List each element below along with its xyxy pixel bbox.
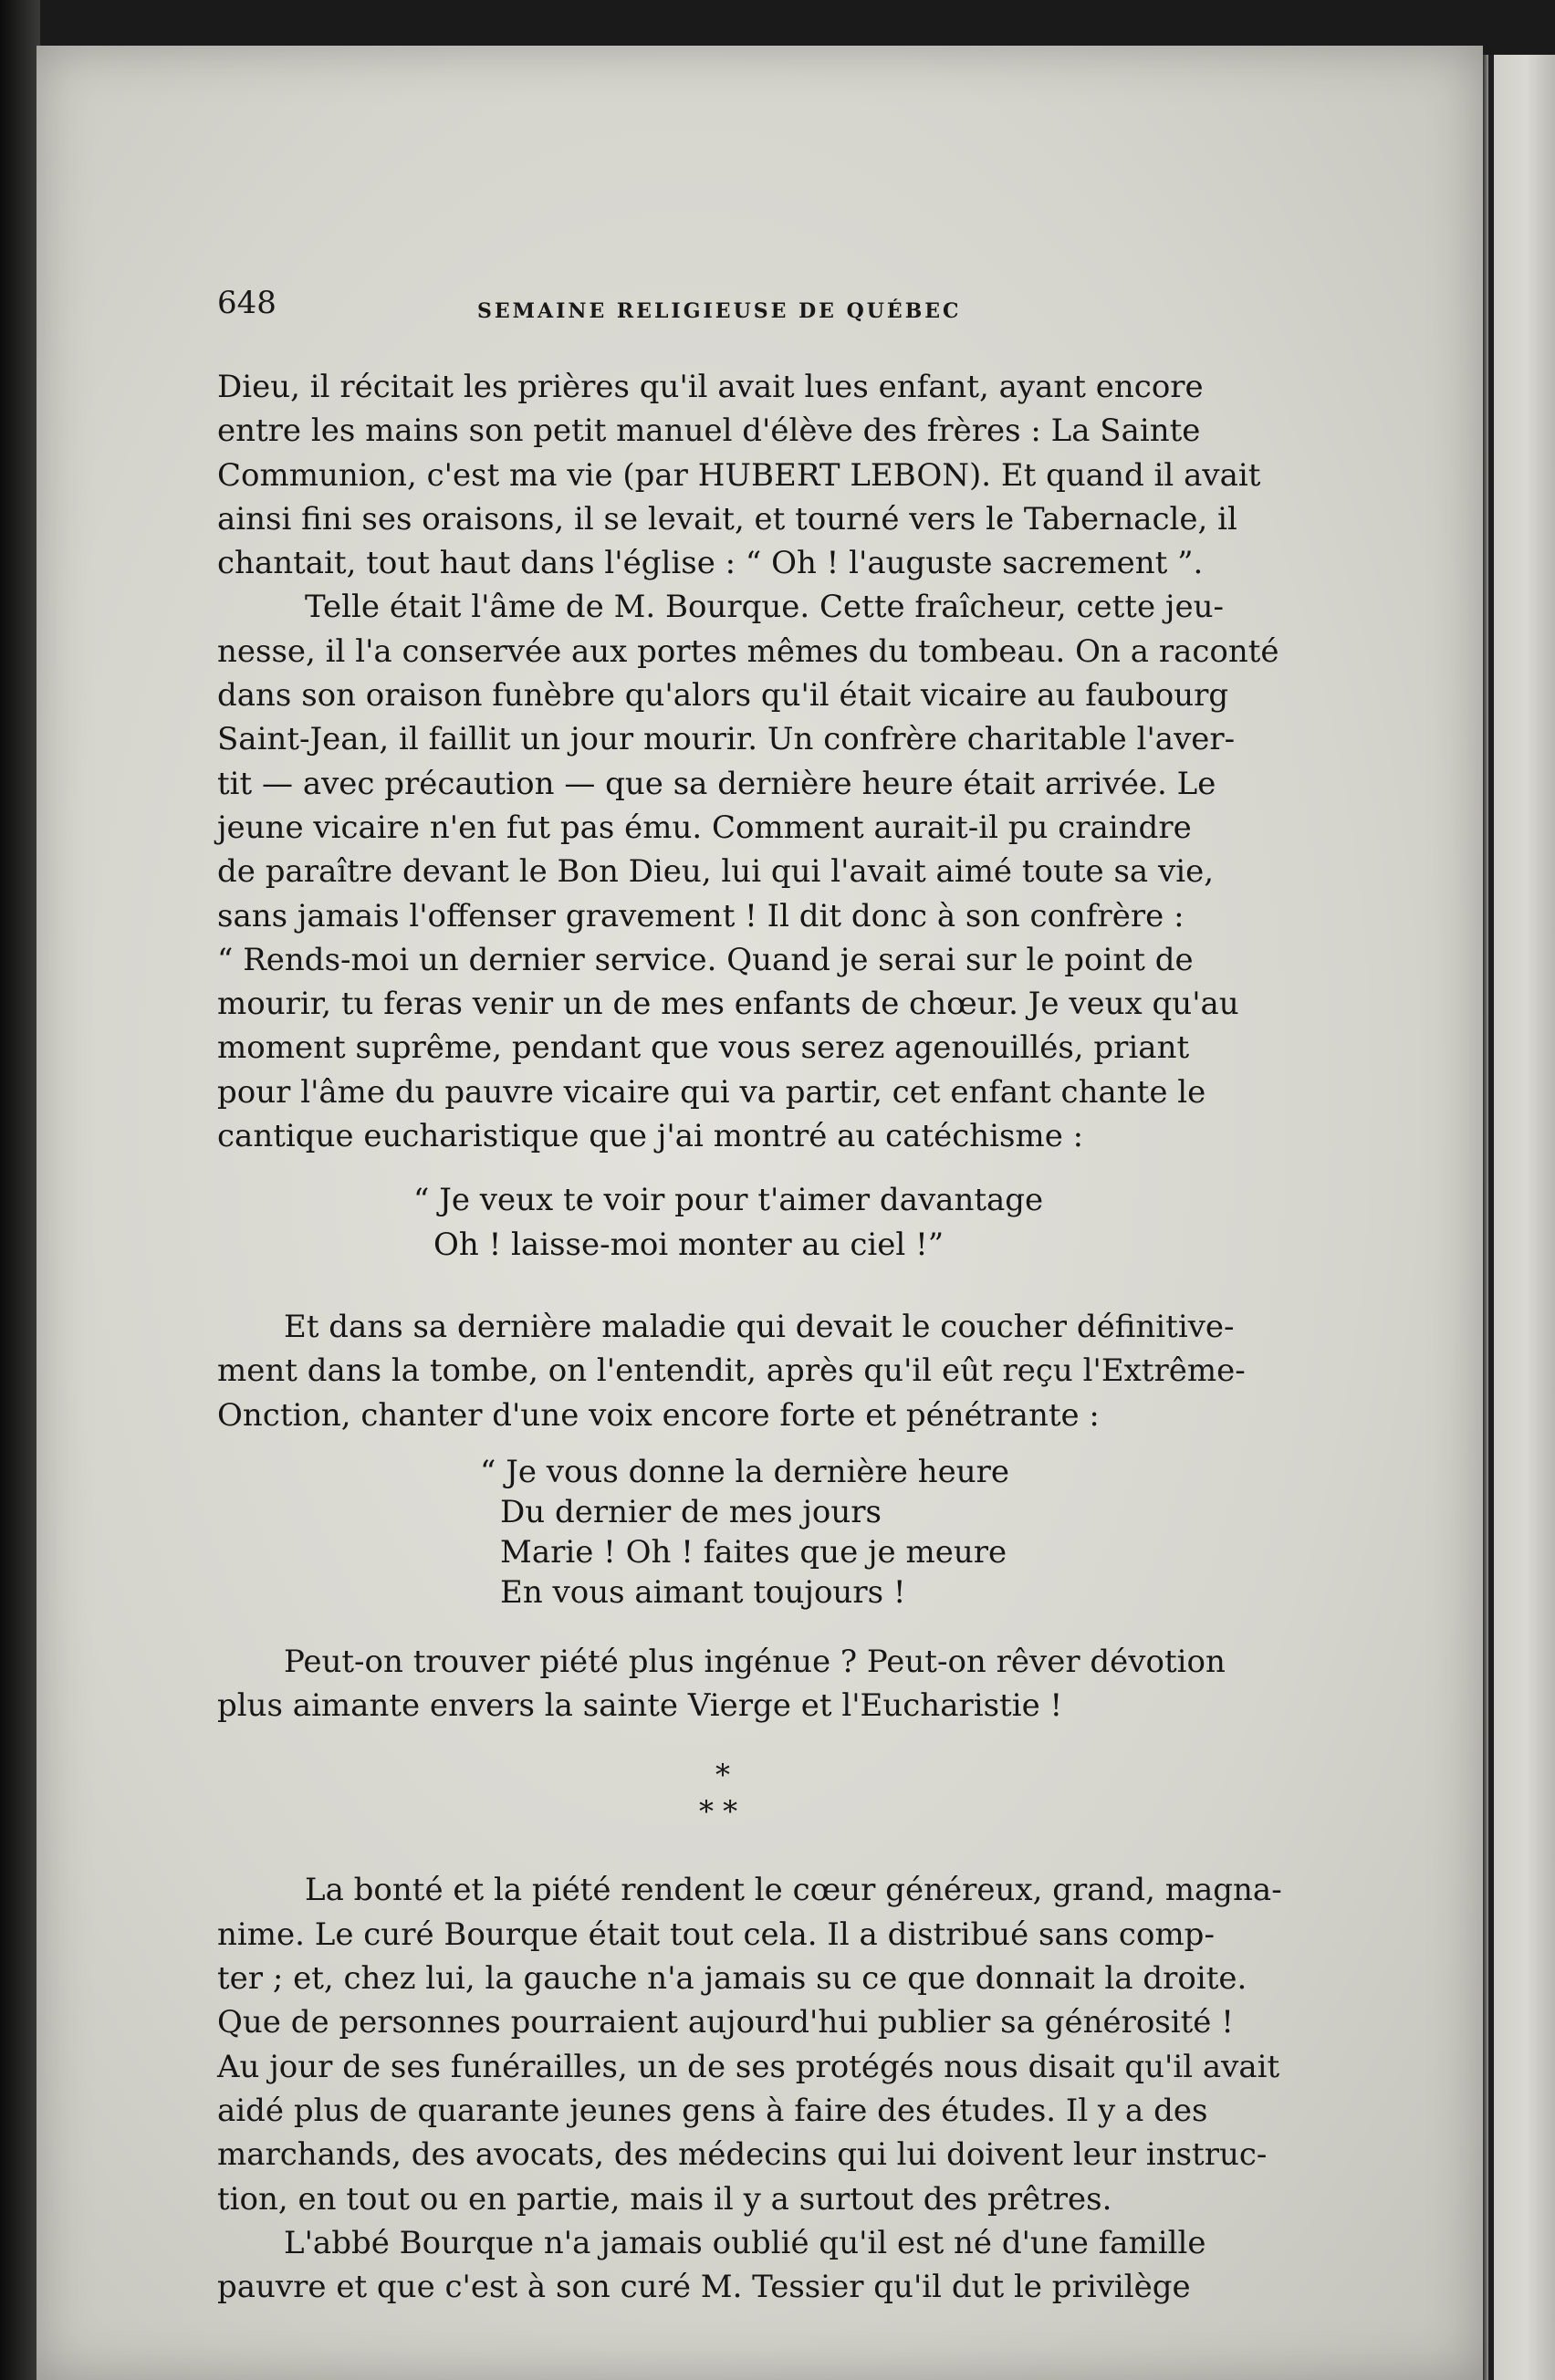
scan-left-edge [0,0,40,2380]
verse-line: “ Je veux te voir pour t'aimer davantage [413,1182,1044,1219]
text-line: sans jamais l'offenser gravement ! Il dit donc à son confrère : [217,897,1185,934]
asterism-top: * [715,1758,730,1793]
page-number: 648 [217,285,277,321]
text-line: pour l'âme du pauvre vicaire qui va partir, cet enfant chante le [217,1073,1206,1111]
verse-line: “ Je vous donne la dernière heure [480,1453,1009,1490]
text-line: dans son oraison funèbre qu'alors qu'il était vicaire au faubourg [217,677,1229,715]
text-line: L'abbé Bourque n'a jamais oublié qu'il est né d'une famille [284,2224,1206,2261]
text-line: pauvre et que c'est à son curé M. Tessier qu'il dut le privilège [217,2269,1191,2306]
text-line: Au jour de ses funérailles, un de ses protégés nous disait qu'il avait [217,2048,1280,2085]
paragraph-1 [217,365,1267,585]
text-line: marchands, des avocats, des médecins qui lui doivent leur instruc- [217,2136,1268,2174]
text-line: Telle était l'âme de M. Bourque. Cette fraîcheur, cette jeu- [305,589,1224,626]
verse-line: Du dernier de mes jours [500,1493,882,1530]
text-line: Peut-on trouver piété plus ingénue ? Peut-on rêver dévotion [284,1643,1226,1680]
asterism-bottom: * * [699,1794,738,1830]
running-head: SEMAINE RELIGIEUSE DE QUÉBEC [477,299,962,323]
verse-line: Oh ! laisse-moi monter au ciel !” [433,1226,944,1263]
text-line: ter ; et, chez lui, la gauche n'a jamais su ce que donnait la droite. [217,1960,1247,1998]
text-line: tit — avec précaution — que sa dernière heure était arrivée. Le [217,765,1216,802]
verse-quote-2 [217,1452,1267,1613]
text-line: ainsi fini ses oraisons, il se levait, et tourné vers le Tabernacle, il [217,500,1237,538]
section-asterism [217,1757,1267,1830]
text-line: Dieu, il récitait les prières qu'il avait lues enfant, ayant encore [217,369,1204,405]
text-line: jeune vicaire n'en fut pas ému. Comment aurait-il pu craindre [217,809,1192,846]
scan-right-edge [1483,55,1555,2380]
paragraph-3 [217,1305,1267,1437]
text-line: La bonté et la piété rendent le cœur généreux, grand, magna- [305,1872,1282,1909]
text-line: moment suprême, pendant que vous serez agenouillés, priant [217,1029,1190,1067]
paragraph-2 [217,585,1279,1158]
text-line: cantique eucharistique que j'ai montré au catéchisme : [217,1118,1084,1155]
text-line: plus aimante envers la sainte Vierge et l'Eucharistie ! [217,1687,1063,1725]
text-line: Saint-Jean, il faillit un jour mourir. Un confrère charitable l'aver- [217,721,1236,758]
text-line: de paraître devant le Bon Dieu, lui qui l'avait aimé toute sa vie, [217,853,1215,891]
paragraph-5 [217,1868,1282,2220]
body-text [217,365,1282,2309]
verse-line: En vous aimant toujours ! [500,1573,906,1611]
text-line: Communion, c'est ma vie (par HUBERT LEBON). Et quand il avait [217,456,1261,494]
paragraph-6 [217,2221,1267,2310]
text-line: aidé plus de quarante jeunes gens à faire des études. Il y a des [217,2092,1208,2129]
text-line: Que de personnes pourraient aujourd'hui publier sa générosité ! [217,2004,1234,2041]
page-header [217,285,1038,339]
text-line: ment dans la tombe, on l'entendit, après qu'il eût reçu l'Extrême- [217,1352,1246,1390]
verse-line: Marie ! Oh ! faites que je meure [500,1533,1007,1571]
paragraph-4 [217,1640,1267,1728]
text-line: Et dans sa dernière maladie qui devait le coucher définitive- [284,1308,1235,1345]
text-line: nime. Le curé Bourque était tout cela. Il a distribué sans comp- [217,1915,1215,1953]
verse-quote-1 [217,1178,1267,1267]
text-line: entre les mains son petit manuel d'élève des frères : La Sainte [217,412,1201,450]
text-line: Onction, chanter d'une voix encore forte et pénétrante : [217,1396,1100,1434]
page-gutter [1488,55,1494,2380]
text-line: chantait, tout haut dans l'église : “ Oh ! l'auguste sacrement ”. [217,545,1204,582]
text-line: tion, en tout ou en partie, mais il y a surtout des prêtres. [217,2180,1112,2218]
text-line: mourir, tu feras venir un de mes enfants de chœur. Je veux qu'au [217,986,1239,1023]
text-line: “ Rends-moi un dernier service. Quand je serai sur le point de [217,941,1194,978]
text-line: nesse, il l'a conservée aux portes mêmes du tombeau. On a raconté [217,632,1279,670]
